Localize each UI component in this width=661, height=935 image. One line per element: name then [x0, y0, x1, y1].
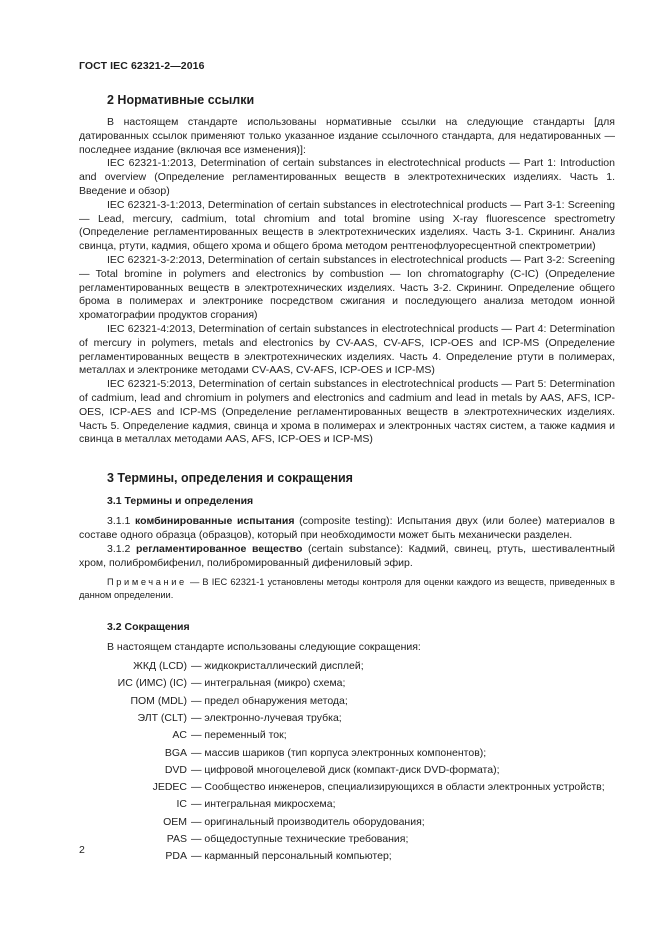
abbreviation-term: IC [176, 798, 187, 811]
abbreviation-row [79, 796, 615, 813]
section-2-intro: В настоящем стандарте использованы нормативные ссылки на следующие стандарты [для датированных ссылок применяют только указанное издание ссылочного стандарта, для недатированных — последнее издание (включая все изменения)]: [79, 116, 615, 156]
abbreviation-row [79, 831, 615, 848]
abbreviation-row [79, 693, 615, 710]
page-number: 2 [79, 844, 85, 856]
page-header: ГОСТ IEC 62321-2—2016 [79, 60, 205, 72]
term-name: регламентированное вещество [136, 542, 303, 555]
term-name: комбинированные испытания [135, 515, 295, 528]
abbreviation-term: PDA [165, 850, 187, 863]
subsection-3-1-title: 3.1 Термины и определения [107, 495, 254, 508]
abbreviation-definition: — карманный персональный компьютер; [191, 850, 392, 863]
abbreviation-row [79, 727, 615, 744]
abbreviation-term: PAS [166, 833, 187, 846]
abbreviation-definition: — оригинальный производитель оборудования; [191, 815, 425, 828]
abbreviation-term: DVD [164, 763, 187, 776]
reference-iec-62321-3-2: IEC 62321-3-2:2013, Determination of certain substances in electrotechnical products — Part 3-2: Screening — Total bromine in polymers and electronics by combustion — Ion chromatography (C-IC) (Определение регламентированных веществ в электротехнических изделиях. Часть 3-2. Скрининг. Определение общего брома в полимерах и электронике посредством сжигания и последующего анализа методом ионной хроматографии продуктов сгорания) [79, 253, 615, 322]
term-3-1-2 [79, 543, 615, 571]
abbreviations-intro: В настоящем стандарте использованы следующие сокращения: [107, 641, 421, 654]
abbreviation-row [79, 745, 615, 762]
term-definition: (composite testing): Испытания двух (или более) материалов в составе одного образца (образцов), который при необходимости может быть механически разделен. [79, 515, 615, 541]
abbreviation-term: ПОМ (MDL) [130, 694, 187, 707]
reference-iec-62321-5: IEC 62321-5:2013, Determination of certain substances in electrotechnical products — Part 5: Determination of cadmium, lead and chromium in polymers and electronics and cadmium and lead in metals by AAS, AFS, ICP-OES, ICP-AES and ICP-MS (Определение регламентированных веществ в электротехнических изделиях. Часть 5. Определение кадмия, свинца и хрома в полимерах и электронных частях систем, а также кадмия и свинца в металлах методами AAS, AFS, ICP-OES и ICP-MS) [79, 378, 615, 446]
section-3-title: 3 Термины, определения и сокращения [107, 471, 353, 486]
abbreviation-definition: — интегральная (микро) схема; [191, 677, 346, 690]
abbreviation-definition: — переменный ток; [191, 729, 287, 742]
abbreviation-term: ЖКД (LCD) [133, 660, 187, 673]
abbreviation-definition: — массив шариков (тип корпуса электронных компонентов); [191, 746, 487, 759]
term-3-1-1 [79, 515, 615, 543]
abbreviation-row [79, 762, 615, 779]
abbreviations-list [79, 658, 615, 866]
abbreviation-definition: — предел обнаружения метода; [191, 694, 348, 707]
abbreviation-definition: — жидкокристаллический дисплей; [191, 660, 364, 673]
note-text: — В IEC 62321-1 установлены методы контроля для оценки каждого из веществ, приведенных в данном определении. [79, 577, 615, 600]
abbreviation-definition: — цифровой многоцелевой диск (компакт-диск DVD-формата); [191, 763, 500, 776]
abbreviation-row [79, 710, 615, 727]
note [79, 576, 615, 601]
term-number: 3.1.1 [107, 515, 136, 528]
abbreviation-row [79, 848, 615, 865]
abbreviation-definition: — общедоступные технические требования; [191, 833, 409, 846]
reference-iec-62321-4: IEC 62321-4:2013, Determination of certain substances in electrotechnical products — Part 4: Determination of mercury in polymers, metals and electronics by CV-AAS, CV-AFS, ICP-OES and ICP-MS (Определение регламентированных веществ в электротехнических изделиях. Часть 4. Определение ртути в полимерах, металлах и электронике методами CV-AAS, CV-AFS, ICP-OES и ICP-MS) [79, 322, 615, 377]
subsection-3-2-title: 3.2 Сокращения [107, 621, 190, 634]
abbreviation-term: ЭЛТ (CLT) [137, 712, 187, 724]
note-label: Примечание [107, 577, 187, 588]
abbreviation-term: BGA [164, 746, 187, 759]
document-body [79, 92, 615, 866]
abbreviation-row [79, 779, 615, 796]
term-number: 3.1.2 [107, 542, 136, 555]
abbreviation-row [79, 675, 615, 692]
abbreviation-term: AC [172, 729, 187, 742]
reference-iec-62321-3-1: IEC 62321-3-1:2013, Determination of certain substances in electrotechnical products — Part 3-1: Screening — Lead, mercury, cadmium, total chromium and total bromine using X-ray fluorescence spectrometry (Определение регламентированных веществ в электротехнических изделиях. Часть 3-1. Скрининг. Анализ свинца, ртути, кадмия, общего хрома и общего брома методом рентгенофлуоресцентной спектрометрии) [79, 198, 615, 253]
abbreviation-term: OEM [163, 815, 187, 828]
abbreviation-row [79, 658, 615, 675]
abbreviation-definition: — интегральная микросхема; [191, 798, 336, 811]
abbreviation-definition: — Сообщество инженеров, специализирующихся в области электронных устройств; [191, 781, 605, 794]
abbreviation-row [79, 814, 615, 831]
term-definition: (certain substance): Кадмий, свинец, ртуть, шестивалентный хром, полибромбифенил, полибромированный дифениловый эфир. [79, 542, 615, 569]
reference-iec-62321-1: IEC 62321-1:2013, Determination of certain substances in electrotechnical products — Part 1: Introduction and overview (Определение регламентированных веществ в электротехнических изделиях. Часть 1. Введение и обзор) [79, 157, 615, 197]
abbreviation-definition: — электронно-лучевая трубка; [191, 712, 342, 724]
abbreviation-term: JEDEC [152, 781, 187, 794]
section-2-title: 2 Нормативные ссылки [107, 93, 255, 107]
abbreviation-term: ИС (ИМС) (IC) [117, 677, 187, 690]
